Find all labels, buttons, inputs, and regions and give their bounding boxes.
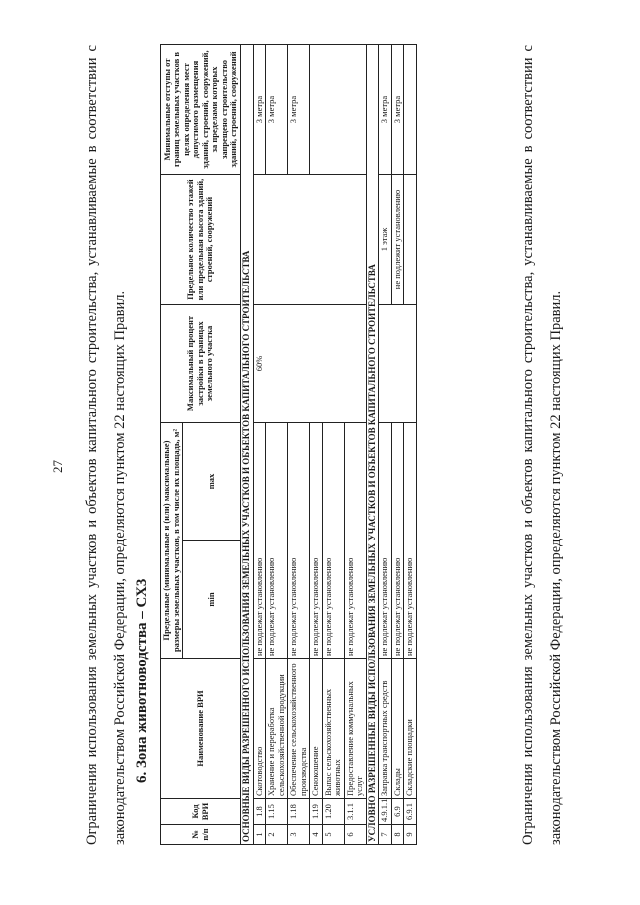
section-row-main — [241, 45, 254, 845]
intro-paragraph: Ограничения использования земельных участков и объектов капитального строительства, устанавливаемые в соответствии с законодательством Российской Федерации, определяются пунктом 22 настоящих Правил. — [84, 45, 128, 845]
row-code: 1.20 — [322, 799, 344, 825]
row-setback: 3 метра — [379, 45, 392, 175]
table-row — [391, 45, 404, 845]
row-setback-empty — [404, 45, 417, 175]
header-name: Наименование ВРИ — [161, 659, 241, 799]
row-code: 6.9.1 — [404, 799, 417, 825]
header-floors: Предельное количество этажей или предельная высота зданий, строений, сооружений — [161, 175, 241, 305]
row-num: 1 — [253, 825, 266, 845]
page-number: 27 — [50, 460, 65, 473]
table-row — [310, 45, 323, 845]
row-name: Заправка транспортных средств — [379, 659, 392, 799]
row-name: Сенокошение — [310, 659, 323, 799]
section-main-label: ОСНОВНЫЕ ВИДЫ РАЗРЕШЕННОГО ИСПОЛЬЗОВАНИЯ ЗЕМЕЛЬНЫХ УЧАСТКОВ И ОБЪЕКТОВ КАПИТАЛЬНОГО СТРОИТЕЛЬСТВА — [241, 45, 254, 845]
row-code: 1.15 — [266, 799, 288, 825]
header-size-group: Предельные (минимальные и (или) максимальные) размеры земельных участков, в том числе их площадь, м² — [161, 423, 183, 659]
header-max: max — [183, 423, 241, 541]
row-name: Хранение и переработка сельскохозяйственной продукции — [266, 659, 288, 799]
row-size: не подлежат установлению — [253, 423, 266, 659]
outro-paragraph: Ограничения использования земельных участков и объектов капитального строительства, устанавливаемые в соответствии с законодательством Российской Федерации, определяются пунктом 22 настоящих Правил. — [520, 45, 564, 845]
row-setback: 3 метра — [266, 45, 288, 175]
row-setback: 3 метра — [288, 45, 310, 175]
header-setbacks: Минимальные отступы от границ земельных участков в целях определения мест допустимого размещения зданий, строений, сооружений, за пределами которых запрещено строительство зданий, строений, сооружений — [161, 45, 241, 175]
row-num: 2 — [266, 825, 288, 845]
header-code: Код ВРИ — [161, 799, 241, 825]
table-row — [253, 45, 266, 845]
row-code: 1.19 — [310, 799, 323, 825]
row-num: 8 — [391, 825, 404, 845]
row-name: Скотоводство — [253, 659, 266, 799]
row-floors-empty — [404, 175, 417, 305]
row-name: Складские площадки — [404, 659, 417, 799]
row-setback: 3 метра — [253, 45, 266, 175]
row-code: 1.18 — [288, 799, 310, 825]
row-floors: 1 этаж — [379, 175, 392, 305]
main-floors-empty — [253, 175, 366, 305]
row-num: 5 — [322, 825, 344, 845]
row-num: 6 — [344, 825, 366, 845]
row-code: 1.8 — [253, 799, 266, 825]
row-num: 4 — [310, 825, 323, 845]
table-row — [266, 45, 288, 845]
table-row — [288, 45, 310, 845]
row-size: не подлежат установлению — [391, 423, 404, 659]
row-size: не подлежат установлению — [322, 423, 344, 659]
row-size: не подлежат установлению — [310, 423, 323, 659]
section-conditional-label: УСЛОВНО РАЗРЕШЕННЫЕ ВИДЫ ИСПОЛЬЗОВАНИЯ ЗЕМЕЛЬНЫХ УЧАСТКОВ И ОБЪЕКТОВ КАПИТАЛЬНОГО СТРОИТЕЛЬСТВА — [366, 45, 379, 845]
row-size: не подлежат установлению — [288, 423, 310, 659]
row-name: Предоставление коммунальных услуг — [344, 659, 366, 799]
main-percent: 60% — [253, 305, 366, 423]
cond-percent-empty — [379, 305, 417, 423]
section-row-conditional — [366, 45, 379, 845]
header-row — [161, 45, 183, 845]
setback-empty — [310, 45, 367, 175]
row-name: Склады — [391, 659, 404, 799]
row-num: 9 — [404, 825, 417, 845]
section-heading: 6. Зона животноводства – СХ3 — [134, 578, 150, 783]
header-min: min — [183, 541, 241, 659]
table-row — [404, 45, 417, 845]
row-code: 4.9.1.1 — [379, 799, 392, 825]
zoning-table — [160, 44, 417, 845]
row-code: 3.1.1 — [344, 799, 366, 825]
row-size: не подлежат установлению — [404, 423, 417, 659]
row-name: Обеспечение сельскохозяйственного производства — [288, 659, 310, 799]
row-name: Выпас сельскохозяйственных животных — [322, 659, 344, 799]
row-num: 3 — [288, 825, 310, 845]
row-size: не подлежат установлению — [379, 423, 392, 659]
table-row — [379, 45, 392, 845]
header-num: № п/п — [161, 825, 241, 845]
row-size: не подлежат установлению — [266, 423, 288, 659]
header-percent: Максимальный процент застройки в границах земельного участка — [161, 305, 241, 423]
row-setback: 3 метра — [391, 45, 404, 175]
row-floors: не подлежит установлению — [391, 175, 404, 305]
row-size: не подлежат установлению — [344, 423, 366, 659]
row-code: 6.9 — [391, 799, 404, 825]
row-num: 7 — [379, 825, 392, 845]
